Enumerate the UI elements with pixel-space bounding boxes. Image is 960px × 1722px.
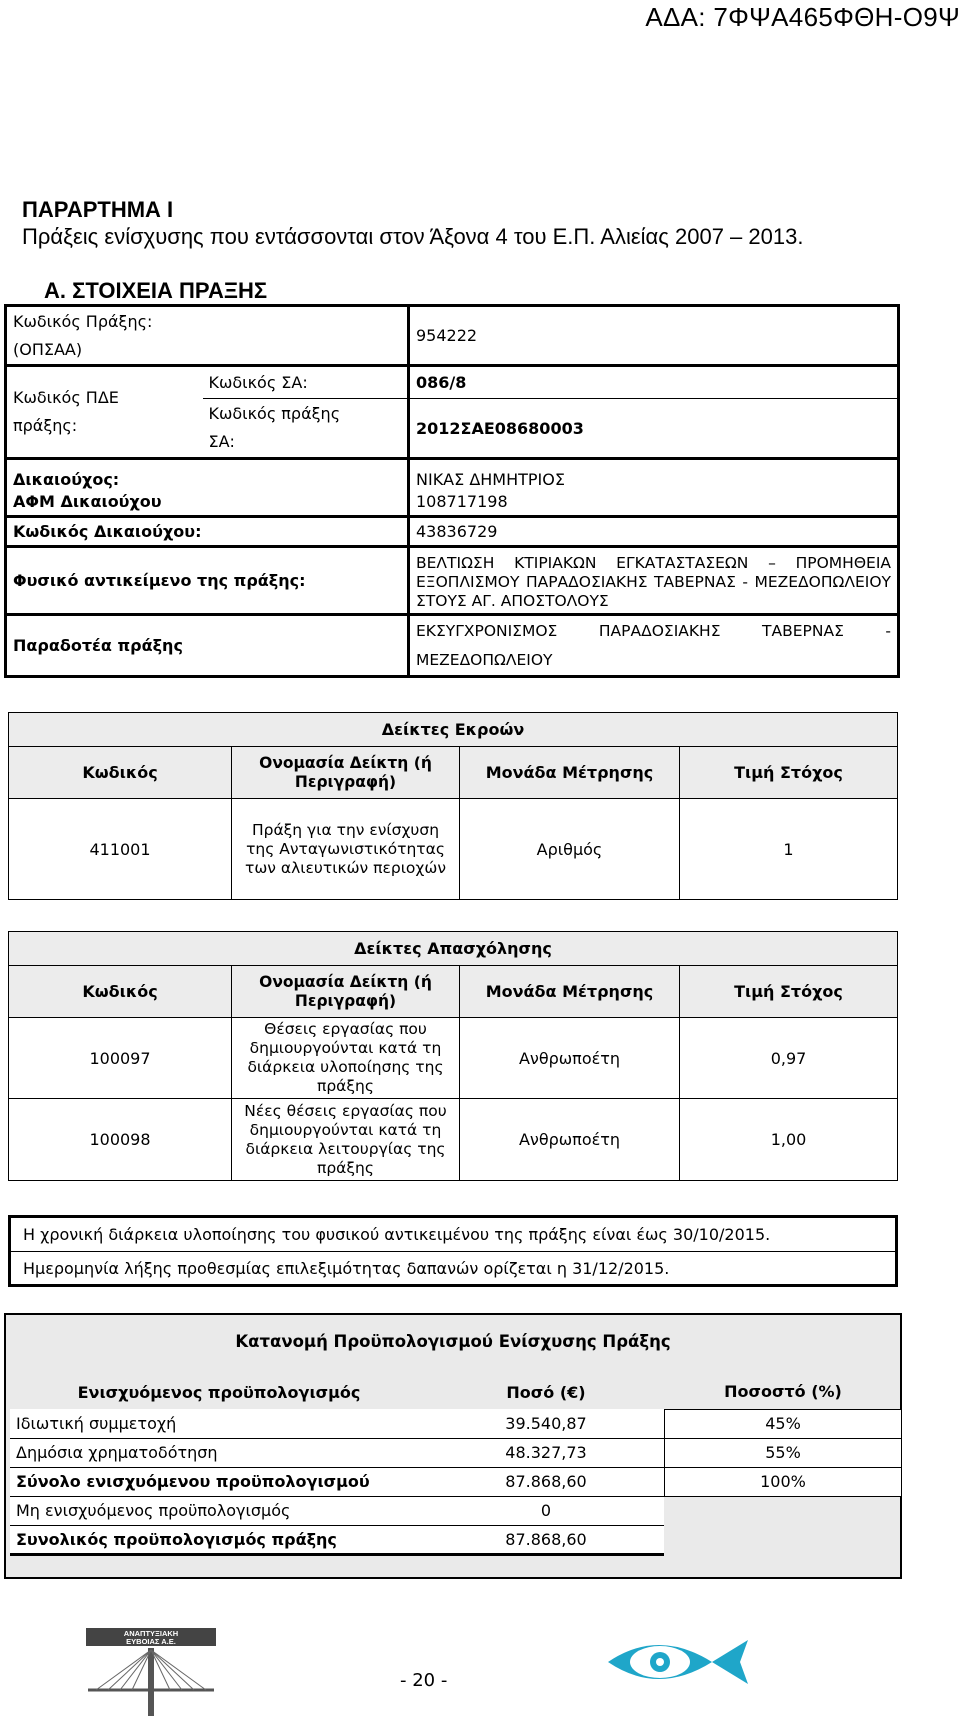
code-value: 954222 [416,326,478,345]
budget-label: Δημόσια χρηματοδότηση [10,1438,428,1467]
table-row [9,1018,898,1099]
timeline-notes [8,1215,898,1287]
fisheries-logo [600,1632,760,1696]
table-row [10,1525,664,1554]
indicator-unit: Ανθρωποέτη [460,1018,680,1099]
project-info-table [4,304,900,678]
indicator-target: 1,00 [680,1099,898,1181]
deadline-note: Ημερομηνία λήξης προθεσμίας επιλεξιμότητας δαπανών ορίζεται η 31/12/2015. [11,1251,895,1284]
col-name: Ονομασία Δείκτη (ή Περιγραφή) [232,966,460,1018]
svg-text:ΑΝΑΠΤΥΞΙΑΚΗ: ΑΝΑΠΤΥΞΙΑΚΗ [123,1629,179,1638]
budget-percent: 45% [665,1409,902,1438]
table-row [10,1438,664,1467]
code-label: Κωδικός Πράξης: [6,306,409,336]
deliverables-value: ΕΚΣΥΓΧΡΟΝΙΣΜΟΣ ΠΑΡΑΔΟΣΙΑΚΗΣ ΤΑΒΕΡΝΑΣ - ΜΕΖΕΔΟΠΩΛΕΙΟΥ [409,615,899,677]
duration-note: Η χρονική διάρκεια υλοποίησης του φυσικού αντικειμένου της πράξης είναι έως 30/10/2015. [23,1225,771,1244]
indicator-code: 411001 [9,799,232,900]
pde-label: Κωδικός ΠΔΕ πράξης: [6,366,203,459]
col-code: Κωδικός [9,966,232,1018]
table-row [10,1467,664,1496]
sa-project-value: 2012ΣΑΕ08680003 [409,399,899,459]
col-code: Κωδικός [9,747,232,799]
budget-amount: 87.868,60 [428,1525,664,1554]
ada-code: ΑΔΑ: 7ΦΨΑ465ΦΘΗ-Ο9Ψ [645,2,960,32]
table-row [10,1496,664,1525]
indicator-unit: Ανθρωποέτη [460,1099,680,1181]
bridge-icon [86,1628,216,1718]
col-amount: Ποσό (€) [428,1375,664,1409]
output-indicators-caption: Δείκτες Εκροών [9,713,898,747]
budget-amount: 39.540,87 [428,1409,664,1438]
annex-title: ΠΑΡΑΡΤΗΜΑ Ι [22,197,174,222]
indicator-name: Πράξη για την ενίσχυση της Ανταγωνιστικότητας των αλιευτικών περιοχών [232,799,460,900]
table-row [9,1099,898,1181]
beneficiary-value: ΝΙΚΑΣ ΔΗΜΗΤΡΙΟΣ [409,459,899,489]
budget-amount: 0 [428,1496,664,1525]
budget-table [10,1375,664,1556]
table-row [9,799,898,900]
budget-label: Σύνολο ενισχυόμενου προϋπολογισμού [10,1467,428,1496]
budget-amount: 87.868,60 [428,1467,664,1496]
table-row [10,1409,664,1438]
physical-object-value: ΒΕΛΤΙΩΣΗ ΚΤΙΡΙΑΚΩΝ ΕΓΚΑΤΑΣΤΑΣΕΩΝ – ΠΡΟΜΗΘΕΙΑ ΕΞΟΠΛΙΣΜΟΥ ΠΑΡΑΔΟΣΙΑΚΗΣ ΤΑΒΕΡΝΑΣ - ΜΕΖΕΔΟΠΩΛΕΙΟΥ ΣΤΟΥΣ ΑΓ. ΑΠΟΣΤΟΛΟΥΣ [409,547,899,615]
budget-percent-table [664,1375,902,1497]
beneficiary-code-value: 43836729 [409,517,899,547]
svg-text:ΕΥΒΟΙΑΣ Α.Ε.: ΕΥΒΟΙΑΣ Α.Ε. [126,1637,176,1646]
afm-value: 108717198 [416,492,508,512]
indicator-code: 100098 [9,1099,232,1181]
col-target: Τιμή Στόχος [680,966,898,1018]
beneficiary-label: Δικαιούχος: [6,459,409,489]
employment-indicators-table [8,931,898,1181]
budget-label: Μη ενισχυόμενος προϋπολογισμός [10,1496,428,1525]
output-indicators-table [8,712,898,900]
budget-percent: 100% [665,1467,902,1496]
sa-value: 086/8 [409,366,899,399]
col-unit: Μονάδα Μέτρησης [460,966,680,1018]
indicator-name: Νέες θέσεις εργασίας που δημιουργούνται κατά τη διάρκεια λειτουργίας της πράξης [232,1099,460,1181]
afm-label: ΑΦΜ Δικαιούχου [6,489,409,517]
annex-subtitle: Πράξεις ενίσχυσης που εντάσσονται στον Άξονα 4 του Ε.Π. Αλιείας 2007 – 2013. [22,224,804,249]
budget-caption: Κατανομή Προϋπολογισμού Ενίσχυσης Πράξης [235,1332,671,1351]
col-target: Τιμή Στόχος [680,747,898,799]
sa-label: Κωδικός ΣΑ: [203,366,409,399]
page-number: - 20 - [400,1670,448,1691]
fish-eye-icon [600,1632,760,1692]
deliverables-label: Παραδοτέα πράξης [6,615,409,677]
anaptyxiaki-evvoias-logo [86,1628,216,1722]
budget-amount: 48.327,73 [428,1438,664,1467]
code-label-2: (ΟΠΣΑΑ) [6,336,409,366]
col-budget-item: Ενισχυόμενος προϋπολογισμός [10,1375,428,1409]
physical-object-label: Φυσικό αντικείμενο της πράξης: [6,547,409,615]
col-name: Ονομασία Δείκτη (ή Περιγραφή) [232,747,460,799]
budget-section [4,1313,902,1579]
budget-percent: 55% [665,1438,902,1467]
sa-project-label: Κωδικός πράξης ΣΑ: [203,399,409,459]
indicator-code: 100097 [9,1018,232,1099]
indicator-target: 0,97 [680,1018,898,1099]
section-a-heading: Α. ΣΤΟΙΧΕΙΑ ΠΡΑΞΗΣ [44,278,268,303]
budget-label: Ιδιωτική συμμετοχή [10,1409,428,1438]
beneficiary-code-label: Κωδικός Δικαιούχου: [6,517,409,547]
col-unit: Μονάδα Μέτρησης [460,747,680,799]
indicator-unit: Αριθμός [460,799,680,900]
employment-indicators-caption: Δείκτες Απασχόλησης [9,932,898,966]
indicator-target: 1 [680,799,898,900]
budget-label: Συνολικός προϋπολογισμός πράξης [10,1525,428,1554]
indicator-name: Θέσεις εργασίας που δημιουργούνται κατά τη διάρκεια υλοποίησης της πράξης [232,1018,460,1099]
col-percent: Ποσοστό (%) [724,1382,842,1402]
